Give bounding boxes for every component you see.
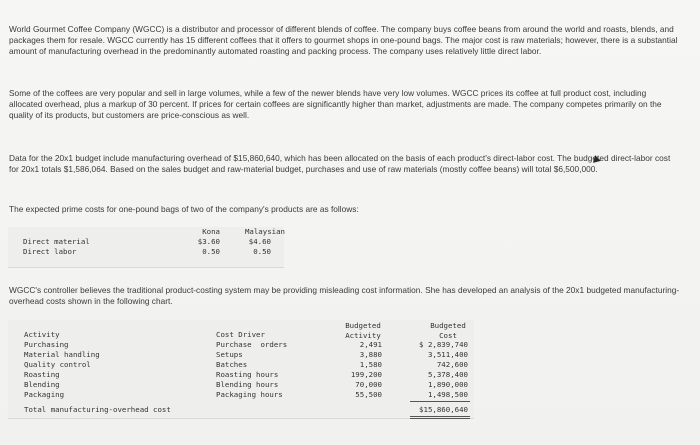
total-overhead-label: Total manufacturing-overhead cost [24,405,171,414]
budgeted-cost-roasting: 5,378,400 [427,370,468,379]
activity-material-handling: Material handling [24,350,100,359]
driver-blending: Blending hours [216,380,279,389]
cost-driver-header: Cost Driver [216,330,265,339]
budgeted-cost-header-line-2: Cost [439,331,457,340]
budgeted-cost-packaging: 1,498,500 [427,390,468,399]
budgeted-cost-header-line-1: Budgeted [430,321,466,330]
driver-packaging: Packaging hours [216,390,283,399]
malaysian-header: Malaysian [244,227,285,236]
activity-blending: Blending [24,380,60,389]
direct-labor-label: Direct labor [23,247,77,256]
budgeted-activity-material-handling: 3,880 [359,350,382,359]
kona-direct-labor: 0.50 [202,247,220,256]
budgeted-cost-quality-control: 742,600 [436,360,468,369]
controller-paragraph: WGCC's controller believes the traditional product-costing system may be providing misleading cost information. She has developed an analysis of the 20x1 budgeted manufacturing-overhead costs shown in the following chart. [9,285,680,307]
budgeted-activity-packaging: 55,500 [355,390,382,399]
malaysian-direct-material: $4.60 [248,237,271,246]
activity-header: Activity [24,330,60,339]
budgeted-activity-purchasing: 2,491 [359,340,382,349]
pricing-paragraph: Some of the coffees are very popular and sell in large volumes, while a few of the newer blends have very low volumes. WGCC prices its coffee at full product cost, including allocated overhead, plus a markup of 30 percent. If prices for certain coffees are significantly higher than market, adjustments are made. The company competes primarily on the quality of its products, but customers are price-conscious as well. [9,88,662,121]
direct-material-label: Direct material [23,237,90,246]
budgeted-cost-blending: 1,890,000 [427,380,468,389]
intro-paragraph: World Gourmet Coffee Company (WGCC) is a distributor and processor of different blends of coffee. The company buys coffee beans from around the world and roasts, blends, and packages them for resale. WGCC currently has 15 different coffees that it offers to gourmet shops in one-pound bags. The major cost is raw materials; however, there is a substantial amount of manufacturing overhead in the predominantly automated roasting and packing process. The company uses relatively little direct labor. [9,24,678,57]
activity-roasting: Roasting [24,370,60,379]
budgeted-activity-quality-control: 1,580 [359,360,382,369]
driver-material-handling: Setups [216,350,243,359]
prime-costs-intro: The expected prime costs for one-pound bags of two of the company's products are as follows: [9,204,359,214]
malaysian-direct-labor: 0.50 [253,247,271,256]
budgeted-cost-purchasing: $ 2,839,740 [419,340,468,349]
budgeted-activity-header-line-2: Activity [345,331,381,340]
activity-packaging: Packaging [24,390,65,399]
total-rule-2 [410,418,470,419]
activity-purchasing: Purchasing [24,340,69,349]
driver-purchasing: Purchase orders [216,340,288,349]
total-overhead-cost: $15,860,640 [419,405,468,414]
budgeted-cost-material-handling: 3,511,400 [427,350,468,359]
budgeted-activity-header-line-1: Budgeted [345,321,381,330]
driver-roasting: Roasting hours [216,370,279,379]
budgeted-activity-blending: 70,000 [355,380,382,389]
kona-direct-material: $3.60 [197,237,220,246]
total-rule-1 [410,416,470,417]
budgeted-activity-roasting: 199,200 [350,370,382,379]
subtotal-rule [410,401,470,402]
driver-quality-control: Batches [216,360,248,369]
kona-header: Kona [202,227,220,236]
activity-quality-control: Quality control [24,360,91,369]
budget-paragraph: Data for the 20x1 budget include manufacturing overhead of $15,860,640, which has been allocated on the basis of each product's direct-labor cost. The budgeted direct-labor cost for 20x1 totals $1,586,064. Based on the sales budget and raw-material budget, purchases and use of raw materials (mostly coffee beans) will total $6,500,000. [9,153,671,175]
